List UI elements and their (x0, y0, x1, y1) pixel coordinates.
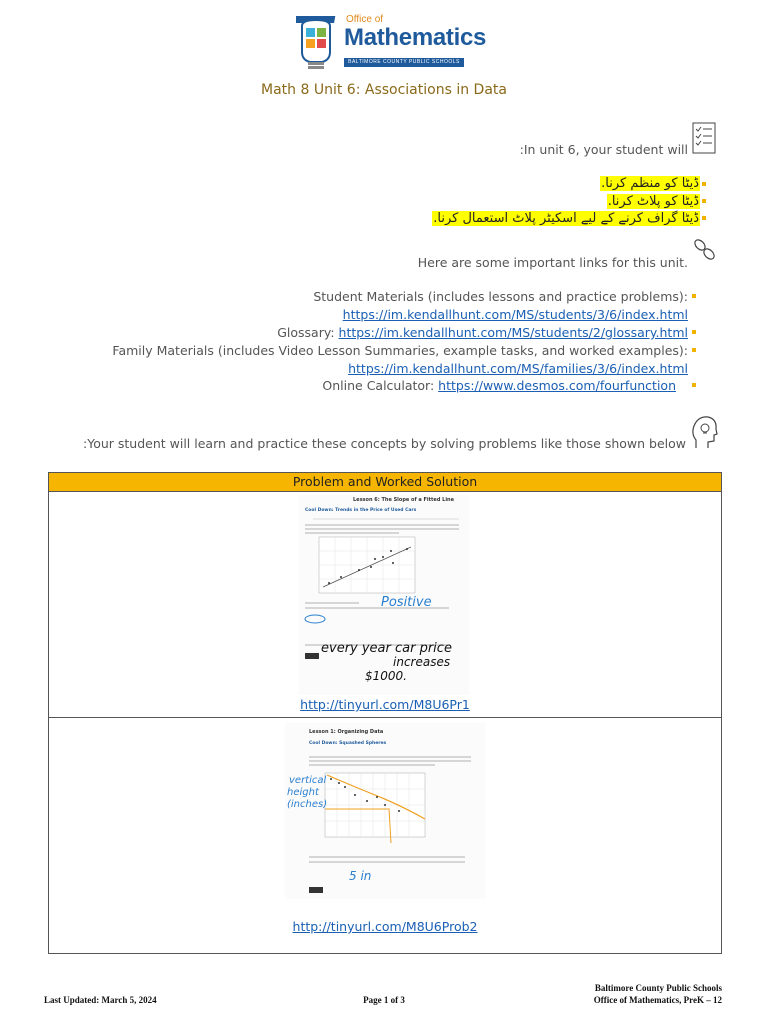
student-materials-item (313, 288, 688, 324)
handwritten-answer: every year car price (321, 641, 452, 656)
problem-1-lesson-title: Lesson 6: The Slope of a Fitted Line (353, 497, 454, 503)
family-materials-label: Family Materials (includes Video Lesson Summaries, example tasks, and worked examples): (112, 343, 688, 358)
link-chain-icon (692, 236, 718, 264)
calculator-link[interactable]: https://www.desmos.com/fourfunction (438, 378, 676, 393)
handwritten-answer: 5 in (349, 869, 372, 883)
unit-intro-text: :In unit 6, your student will (519, 142, 688, 157)
bullet (692, 348, 696, 352)
problem-1-image (299, 495, 469, 695)
problem-2-worksheet (285, 723, 485, 899)
footer-page-number: Page 1 of 3 (363, 995, 405, 1005)
goal-item: ڈیٹا کو منظم کرنا. (601, 176, 699, 191)
problem-2-subtitle: Cool Down: Squashed Spheres (309, 741, 387, 746)
bullet (702, 199, 706, 203)
problem-2-lesson-title: Lesson 1: Organizing Data (309, 729, 384, 735)
footer-updated: Last Updated: March 5, 2024 (44, 995, 157, 1005)
calculator-label: Online Calculator: (322, 378, 439, 393)
glossary-link[interactable]: https://im.kendallhunt.com/MS/students/2/glossary.html (338, 325, 688, 340)
problem-1-subtitle: Cool Down: Trends in the Price of Used Cars (305, 508, 417, 513)
footer-office: Office of Mathematics, PreK – 12 (593, 995, 722, 1005)
logo-subtitle: BALTIMORE COUNTY PUBLIC SCHOOLS (344, 58, 464, 67)
goal-item: ڈیٹا گراف کرنے کے لیے اسکیٹر پلاٹ استعمال کرنا. (433, 211, 699, 226)
problem-2-link[interactable]: http://tinyurl.com/M8U6Prob2 (292, 919, 478, 934)
concepts-text: :Your student will learn and practice these concepts by solving problems like those shown below (83, 436, 686, 451)
logo (296, 12, 487, 76)
family-materials-link[interactable]: https://im.kendallhunt.com/MS/families/3/6/index.html (348, 361, 688, 376)
family-materials-item (112, 342, 688, 378)
handwritten-answer: Positive (381, 595, 432, 610)
bullet (692, 383, 696, 387)
goal-item: ڈیٹا کو پلاٹ کرنا. (607, 194, 699, 209)
glossary-label: Glossary: (277, 325, 339, 340)
bullet (692, 294, 696, 298)
bullet (702, 182, 706, 186)
head-lightbulb-icon (690, 414, 718, 450)
handwritten-label: vertical (289, 775, 327, 786)
handwritten-label: height (287, 787, 319, 798)
checklist-icon (692, 122, 716, 154)
handwritten-answer: $1000. (365, 669, 407, 683)
problems-table (48, 472, 722, 954)
handwritten-label: (inches) (287, 799, 328, 810)
footer-org-name: Baltimore County Public Schools (594, 983, 722, 993)
lightbulb-icon (296, 12, 342, 76)
handwritten-answer: increases (393, 655, 451, 669)
links-intro-text: Here are some important links for this unit. (417, 255, 688, 270)
bullet (692, 330, 696, 334)
student-materials-link[interactable]: https://im.kendallhunt.com/MS/students/3/6/index.html (342, 307, 688, 322)
glossary-item (277, 324, 688, 342)
student-materials-label: Student Materials (includes lessons and practice problems): (313, 289, 688, 304)
calculator-item (322, 377, 676, 395)
table-divider (49, 717, 721, 718)
problem-1-link[interactable]: http://tinyurl.com/M8U6Pr1 (300, 697, 470, 712)
problem-2-image (285, 723, 485, 899)
logo-title: Mathematics (344, 24, 487, 51)
table-header: Problem and Worked Solution (49, 473, 721, 492)
logo-office: Office of (346, 14, 384, 25)
page-title: Math 8 Unit 6: Associations in Data (261, 82, 507, 98)
bullet (702, 216, 706, 220)
